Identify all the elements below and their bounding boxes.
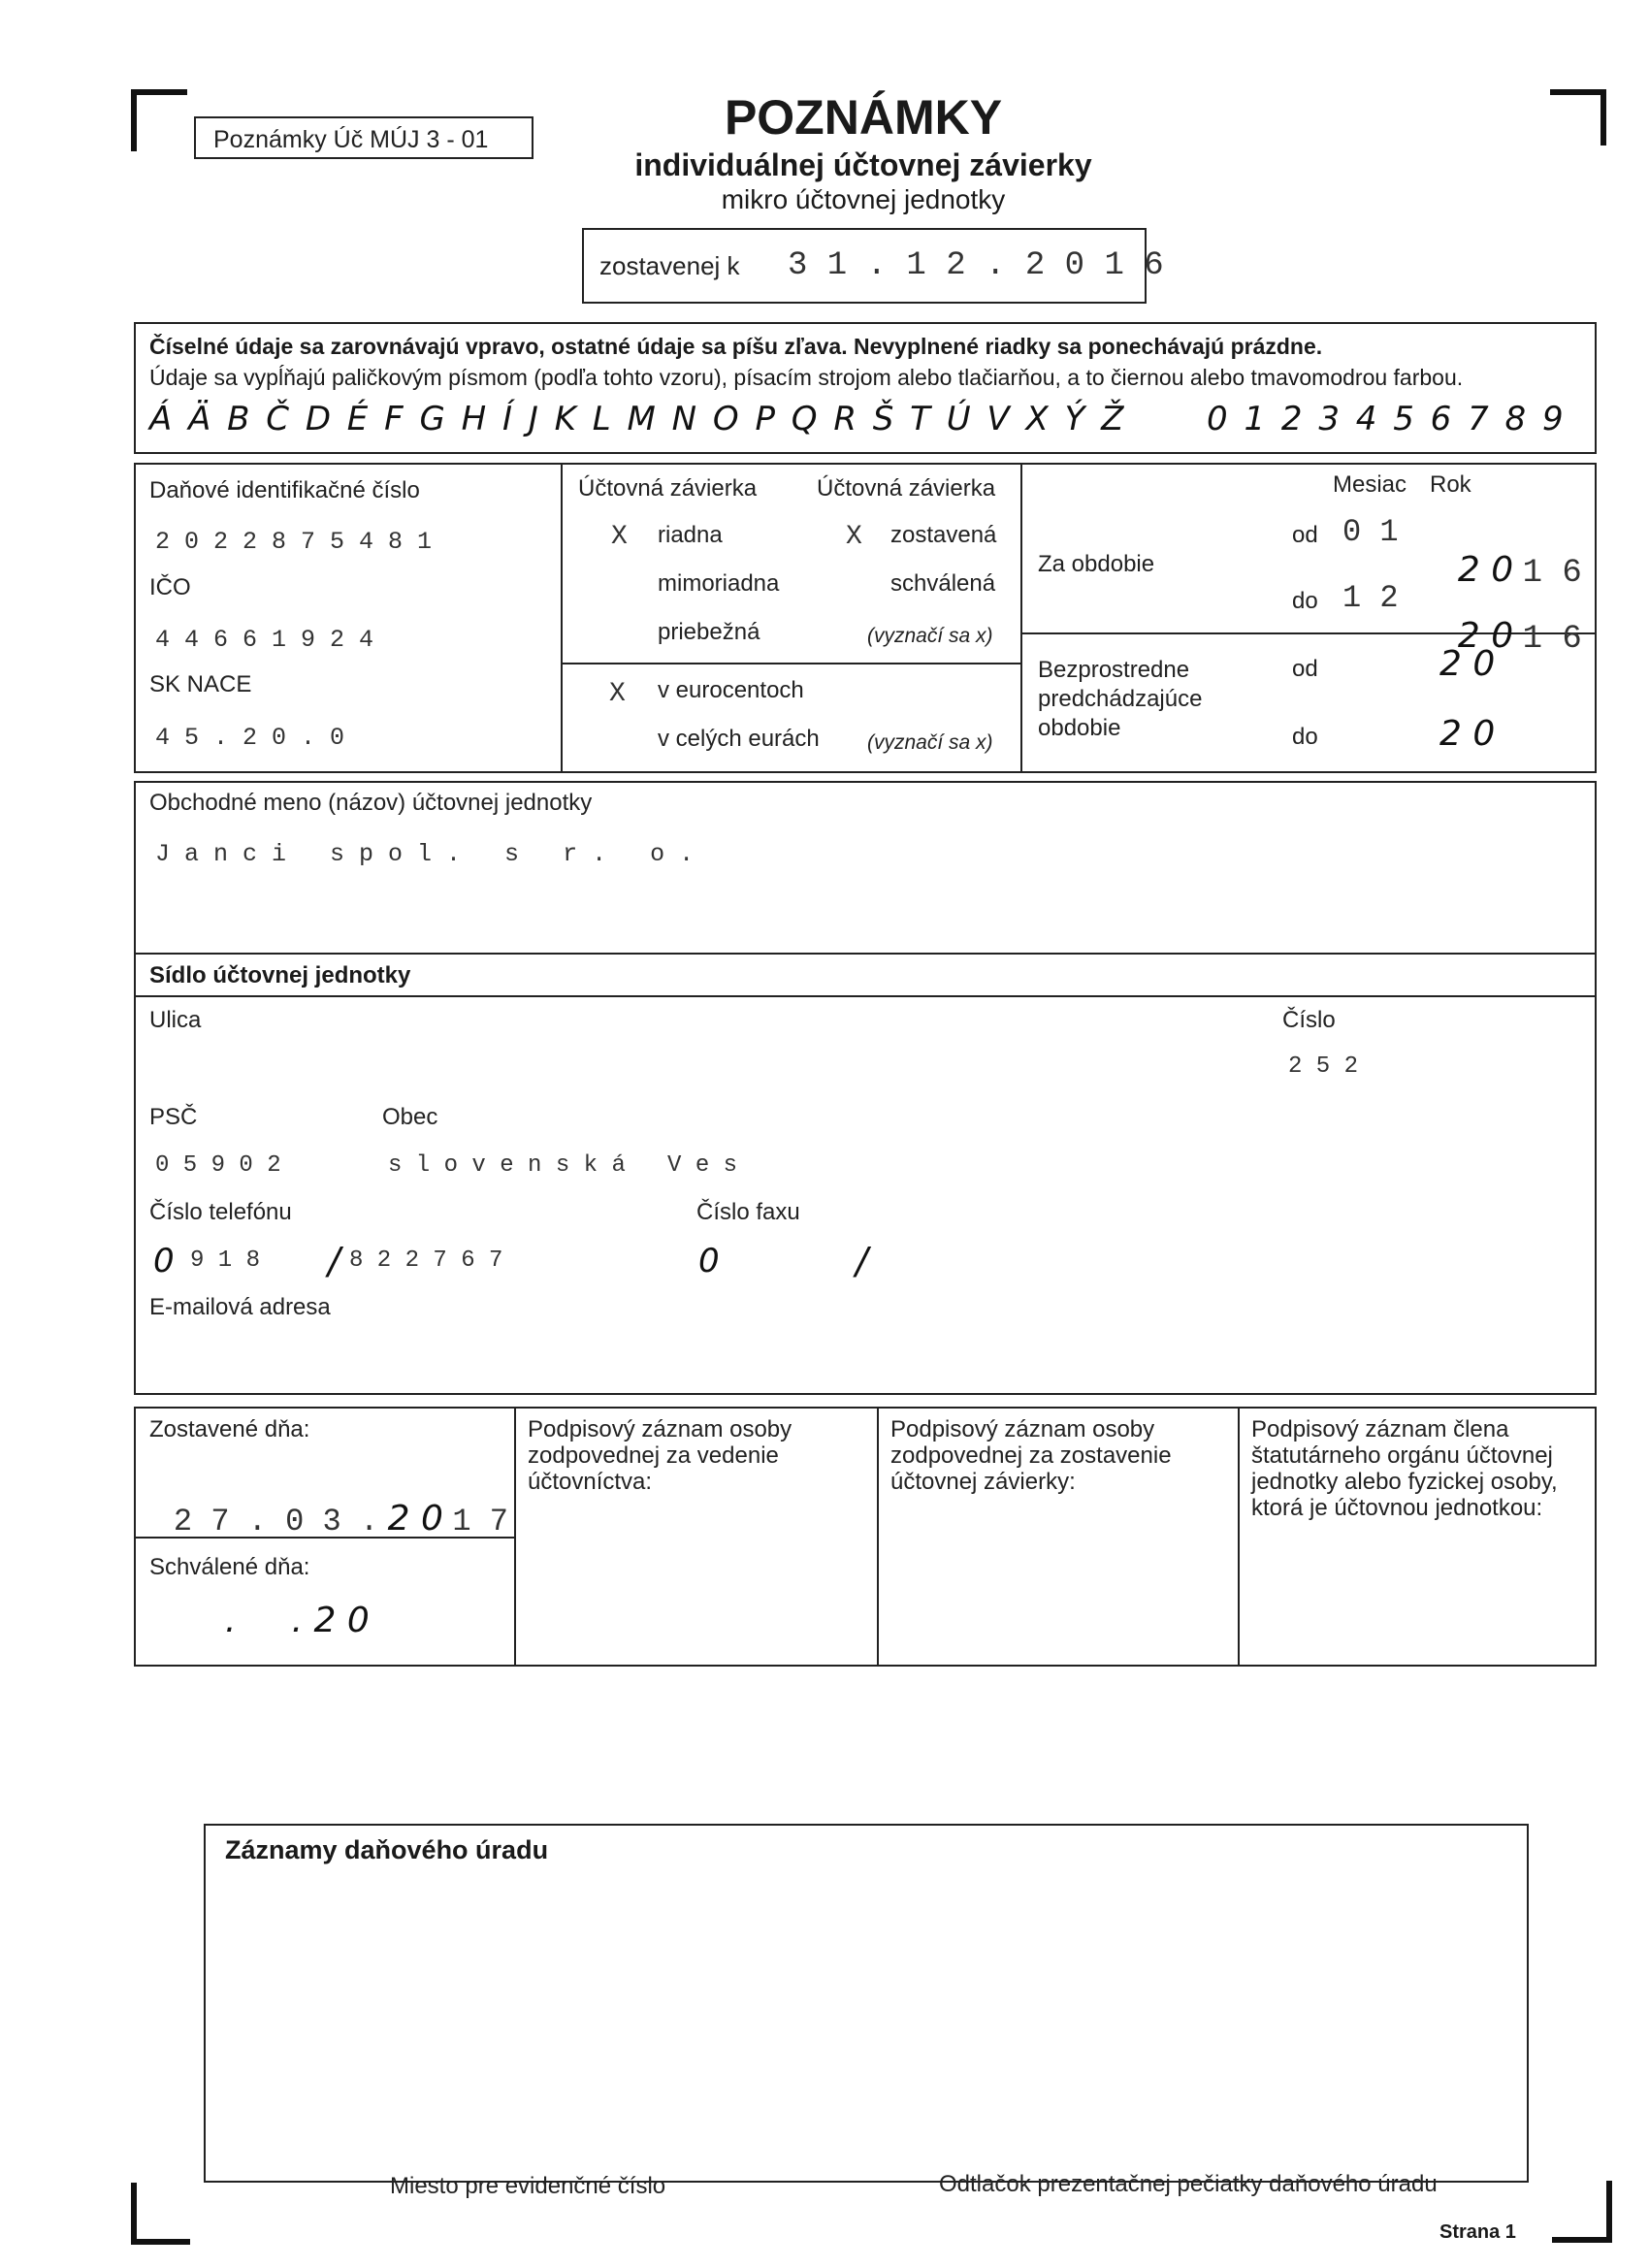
whole-euros-option: v celých eurách (658, 726, 820, 752)
nace-value: 4 5 . 2 0 . 0 (155, 724, 345, 752)
page-subtitle: individuálnej účtovnej závierky (634, 147, 1092, 182)
eurocents-option: v eurocentoch (658, 677, 804, 703)
company-name-label: Obchodné meno (názov) účtovnej jednotky (149, 790, 593, 816)
compiled-option: zostavená (890, 522, 997, 548)
divider (561, 663, 1020, 664)
phone-number: 8 2 2 7 6 7 (349, 1247, 503, 1274)
street-label: Ulica (149, 1007, 202, 1033)
prev-to-year: 2 0 (1439, 714, 1496, 754)
statement-type-header-2: Účtovná závierka (817, 475, 996, 502)
compiled-label: zostavenej k (599, 251, 740, 280)
month-label: Mesiac (1333, 471, 1407, 498)
divider (134, 953, 1597, 955)
city-value: s l o v e n s k á V e s (388, 1152, 738, 1179)
number-label: Číslo (1282, 1007, 1336, 1033)
divider (561, 463, 563, 773)
sample-digits: 0 1 2 3 4 5 6 7 8 9 (1207, 400, 1564, 438)
page-subtitle-2: mikro účtovnej jednotky (721, 184, 1006, 214)
page-title: POZNÁMKY (724, 90, 1003, 145)
sample-alphabet: Á Ä B Č D É F G H Í J K L M N O P Q R Š T Ú V X Ý Ž (149, 400, 1124, 438)
compiled-on-value: 2 7 . 0 3 . 2 0 1 7 (173, 1499, 508, 1539)
fax-prefix: 0 (698, 1242, 720, 1280)
instructions-line-2: Údaje sa vypĺňajú paličkovým písmom (podľa tohto vzoru), písacím strojom alebo tlačiarňou, a to čiernou alebo tmavomodrou farbou. (149, 365, 1464, 390)
signature-compiler: Podpisový záznam osoby zodpovednej za zostavenie účtovnej závierky: (890, 1416, 1172, 1495)
current-period-label: Za obdobie (1038, 551, 1155, 577)
evidence-number-label: Miesto pre evidenčné číslo (390, 2173, 666, 2199)
form-code: Poznámky Úč MÚJ 3 - 01 (213, 126, 489, 153)
phone-area: 9 1 8 (190, 1247, 261, 1274)
eurocents-mark[interactable]: X (609, 679, 626, 709)
regular-option: riadna (658, 522, 723, 548)
seat-label: Sídlo účtovnej jednotky (149, 962, 411, 988)
corner-mark-top-left (131, 89, 187, 151)
phone-label: Číslo telefónu (149, 1199, 292, 1225)
dic-label: Daňové identifikačné číslo (149, 477, 420, 503)
signature-accounting: Podpisový záznam osoby zodpovednej za vedenie účtovníctva: (528, 1416, 792, 1495)
corner-mark-bottom-right (1552, 2181, 1612, 2243)
nace-label: SK NACE (149, 671, 252, 697)
company-name: J a n c i s p o l . s r . o . (155, 840, 695, 868)
divider (1020, 463, 1022, 773)
prev-from-year: 2 0 (1439, 644, 1496, 684)
mark-hint-2: (vyznačí sa x) (867, 731, 993, 754)
page-number: Strana 1 (1439, 2221, 1516, 2243)
compiled-date: 3 1 . 1 2 . 2 0 1 6 (788, 247, 1164, 284)
prev-from-label: od (1292, 656, 1318, 682)
interim-option: priebežná (658, 619, 760, 645)
fax-slash: / (856, 1240, 868, 1282)
number-value: 2 5 2 (1288, 1053, 1359, 1080)
divider (134, 995, 1597, 997)
phone-slash: / (328, 1240, 340, 1282)
city-label: Obec (382, 1104, 438, 1130)
instructions-line-1: Číselné údaje sa zarovnávajú vpravo, ostatné údaje sa píšu zľava. Nevyplnené riadky sa ponechávajú prázdne. (149, 334, 1323, 359)
extraordinary-option: mimoriadna (658, 570, 780, 597)
ico-label: IČO (149, 574, 191, 600)
psc-value: 0 5 9 0 2 (155, 1152, 281, 1179)
compiled-mark[interactable]: X (846, 522, 862, 552)
identification-box (134, 463, 1597, 773)
corner-mark-bottom-left (131, 2183, 190, 2245)
company-box (134, 781, 1597, 1395)
divider (877, 1407, 879, 1667)
form-code-box (194, 116, 534, 159)
from-year: 2 0 1 6 (1457, 550, 1582, 592)
regular-mark[interactable]: X (611, 522, 628, 552)
dic-value: 2 0 2 2 8 7 5 4 8 1 (155, 528, 433, 556)
ico-value: 4 4 6 6 1 9 2 4 (155, 626, 374, 654)
corner-mark-top-right (1550, 89, 1606, 146)
phone-prefix: 0 (153, 1242, 175, 1280)
divider (1238, 1407, 1240, 1667)
to-month: 1 2 (1342, 580, 1399, 616)
approved-on-value: . . 2 0 (225, 1601, 370, 1640)
stamp-label: Odtlačok prezentačnej pečiatky daňového úradu (939, 2171, 1438, 2197)
divider (514, 1407, 516, 1667)
approved-on-label: Schválené dňa: (149, 1554, 310, 1580)
signature-statutory: Podpisový záznam člena štatutárneho orgánu účtovnej jednotky alebo fyzickej osoby, ktorá je účtovnou jednotkou: (1251, 1416, 1558, 1521)
prev-to-label: do (1292, 724, 1318, 750)
fax-label: Číslo faxu (696, 1199, 800, 1225)
from-label: od (1292, 522, 1318, 548)
to-label: do (1292, 588, 1318, 614)
year-label: Rok (1430, 471, 1471, 498)
approved-option: schválená (890, 570, 996, 597)
tax-office-box (204, 1824, 1529, 2183)
statement-type-header-1: Účtovná závierka (578, 475, 758, 502)
tax-office-title: Záznamy daňového úradu (225, 1835, 549, 1864)
mark-hint: (vyznačí sa x) (867, 625, 993, 647)
compiled-on-label: Zostavené dňa: (149, 1416, 310, 1442)
compiled-date-box (582, 228, 1164, 304)
to-year: 2 0 1 6 (1457, 616, 1582, 658)
previous-period-label: Bezprostredne predchádzajúce obdobie (1038, 657, 1203, 741)
psc-label: PSČ (149, 1104, 198, 1130)
from-month: 0 1 (1342, 514, 1399, 550)
instructions-box (134, 322, 1597, 454)
email-label: E-mailová adresa (149, 1294, 331, 1320)
